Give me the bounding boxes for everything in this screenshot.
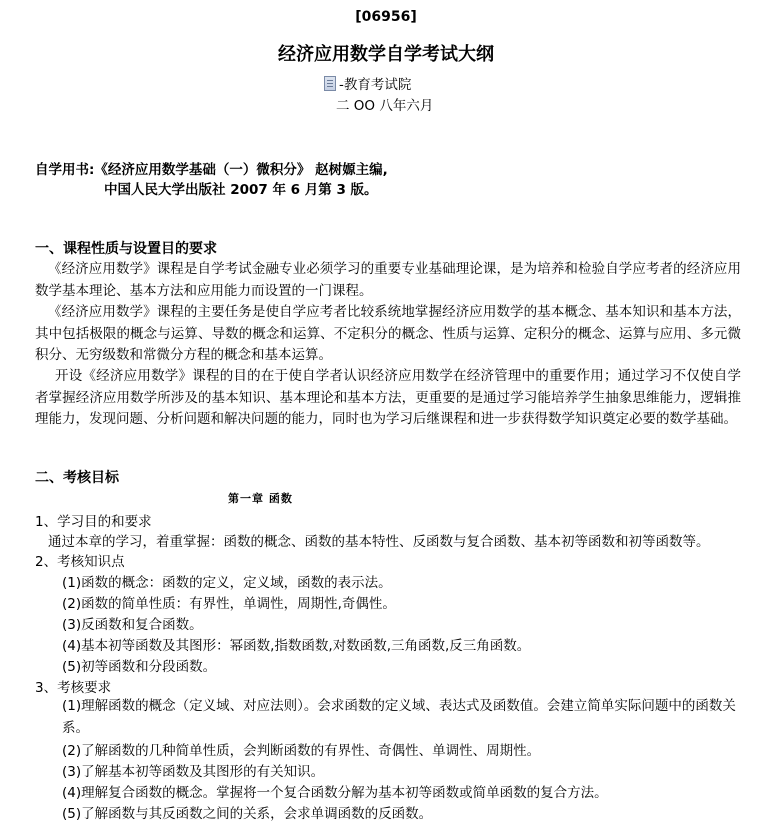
section-1-paragraph-1: 《经济应用数学》课程是自学考试金融专业必须学习的重要专业基础理论课，是为培养和检验自学应考者的经济应用数学基本理论、基本方法和应用能力而设置的一门课程。: [35, 261, 741, 299]
subsection-1-text: 通过本章的学习，着重掌握：函数的概念、函数的基本特性、反函数与复合函数、基本初等函数和初等函数等。: [48, 534, 710, 550]
organization-name: -教育考试院: [339, 77, 412, 93]
knowledge-point-3: (3)反函数和复合函数。: [62, 617, 203, 633]
section-1-paragraph-2: 《经济应用数学》课程的主要任务是使自学应考者比较系统地掌握经济应用数学的基本概念、基本知识和基本方法，其中包括极限的概念与运算、导数的概念和运算、不定积分的概念、性质与运算、定积分的概念、运算与应用、多元微积分、无穷级数和常微分方程的概念和基本运算。: [35, 304, 741, 363]
section-1-paragraph-3: 开设《经济应用数学》课程的目的在于使自学者认识经济应用数学在经济管理中的重要作用；通过学习不仅使自学者掌握经济应用数学所涉及的基本知识、基本理论和基本方法，更重要的是通过学习能培养学生抽象思维能力，逻辑推理能力，发现问题、分析问题和解决问题的能力，同时也为学习后继课程和进一步获得数学知识奠定必要的数学基础。: [35, 368, 741, 427]
knowledge-point-1: (1)函数的概念：函数的定义，定义域，函数的表示法。: [62, 575, 392, 591]
document-icon: [324, 76, 336, 91]
chapter-heading: 第一章 函数: [228, 492, 293, 505]
organization-line: [324, 73, 411, 93]
section-2-heading: 二、考核目标: [35, 470, 119, 486]
course-code: [06956]: [355, 9, 417, 25]
requirement-4: (4)理解复合函数的概念。掌握将一个复合函数分解为基本初等函数或简单函数的复合方法。: [62, 785, 608, 801]
textbook-line-2: 中国人民大学出版社 2007 年 6 月第 3 版。: [104, 182, 378, 198]
knowledge-point-4: (4)基本初等函数及其图形：幂函数,指数函数,对数函数,三角函数,反三角函数。: [62, 638, 531, 654]
publish-date: 二 OO 八年六月: [336, 98, 434, 114]
subsection-1-heading: 1、学习目的和要求: [35, 514, 152, 530]
knowledge-point-2: (2)函数的简单性质：有界性，单调性，周期性,奇偶性。: [62, 596, 396, 612]
textbook-line-1: 自学用书:《经济应用数学基础（一）微积分》 赵树嫄主编,: [35, 162, 388, 178]
requirement-3: (3)了解基本初等函数及其图形的有关知识。: [62, 764, 325, 780]
section-1-heading: 一、课程性质与设置目的要求: [35, 241, 217, 257]
knowledge-point-5: (5)初等函数和分段函数。: [62, 659, 217, 675]
subsection-2-heading: 2、考核知识点: [35, 554, 125, 570]
requirement-5: (5)了解函数与其反函数之间的关系，会求单调函数的反函数。: [62, 806, 433, 822]
subsection-3-heading: 3、考核要求: [35, 680, 112, 696]
requirement-2: (2)了解函数的几种简单性质，会判断函数的有界性、奇偶性、单调性、周期性。: [62, 743, 541, 759]
requirement-1: (1)理解函数的概念（定义域、对应法则）。会求函数的定义域、表达式及函数值。会建立简单实际问题中的函数关系。: [62, 698, 736, 736]
document-title: 经济应用数学自学考试大纲: [278, 44, 494, 65]
